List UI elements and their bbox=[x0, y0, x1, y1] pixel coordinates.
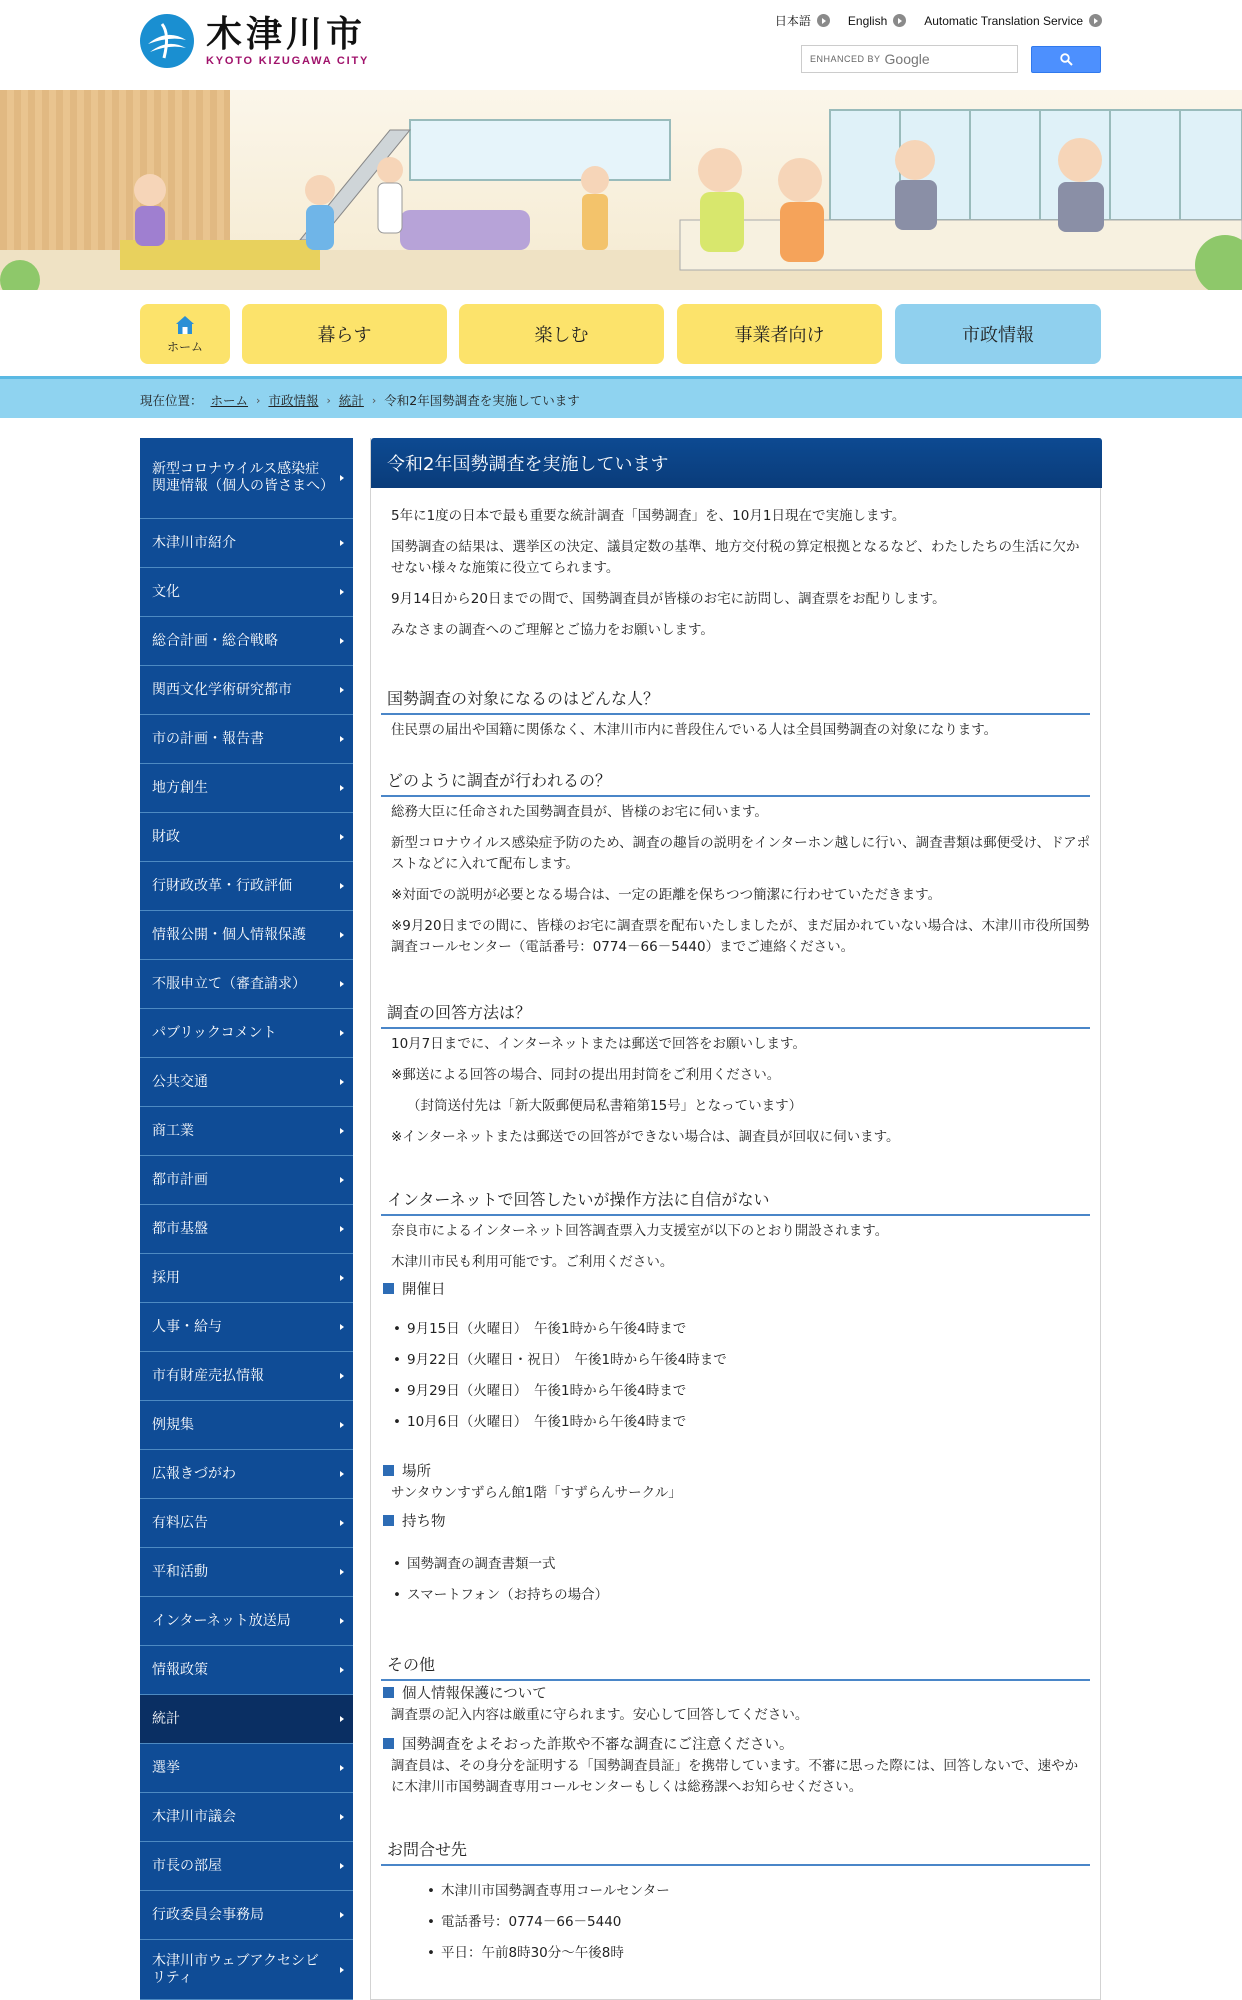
section-text: 新型コロナウイルス感染症予防のため、調査の趣旨の説明をインターホン越しに行い、調査書類は郵便受け、ドアポストなどに入れて配布します。 bbox=[391, 835, 1091, 872]
section-heading: どのように調査が行われるの？ bbox=[381, 768, 1090, 797]
sidebar-item-label: インターネット放送局 bbox=[152, 1612, 291, 1629]
sidebar-item-label: 公共交通 bbox=[152, 1073, 208, 1090]
subheading-dates bbox=[383, 1278, 446, 1299]
sidebar-item-label: 木津川市議会 bbox=[152, 1808, 236, 1825]
sidebar-item-label: パブリックコメント bbox=[152, 1024, 277, 1041]
section-text: 総務大臣に任命された国勢調査員が、皆様のお宅に伺います。 bbox=[391, 804, 768, 820]
nav-city-info[interactable]: 市政情報 bbox=[895, 304, 1101, 364]
lang-label: 日本語 bbox=[774, 14, 811, 28]
home-icon bbox=[174, 314, 196, 336]
section-text: ※対面での説明が必要となる場合は、一定の距離を保ちつつ簡潔に行わせていただきます。 bbox=[391, 887, 942, 903]
list-item: • 9月22日（火曜日・祝日） 午後1時から午後4時まで bbox=[407, 1350, 727, 1371]
breadcrumb bbox=[140, 391, 580, 409]
language-links bbox=[775, 12, 1102, 29]
chevron-right-icon: › bbox=[326, 393, 331, 407]
list-item: • 9月29日（火曜日） 午後1時から午後4時まで bbox=[407, 1381, 686, 1402]
sidebar-item-label: 情報政策 bbox=[152, 1661, 208, 1678]
section-heading: 国勢調査の対象になるのはどんな人？ bbox=[381, 686, 1090, 715]
main-navigation bbox=[140, 304, 1101, 364]
sidebar-item-label: 市の計画・報告書 bbox=[152, 730, 264, 747]
breadcrumb-bar bbox=[0, 376, 1242, 418]
sidebar-item-infrastructure[interactable] bbox=[140, 1205, 353, 1254]
section-text: ※郵送による回答の場合、同封の提出用封筒をご利用ください。 bbox=[391, 1067, 781, 1083]
arrow-right-icon bbox=[893, 14, 906, 27]
subheading-label: 個人情報保護について bbox=[402, 1686, 547, 1702]
lang-link-english[interactable] bbox=[848, 12, 906, 29]
sidebar-item-intro[interactable] bbox=[140, 519, 353, 568]
sidebar-item-finance[interactable] bbox=[140, 813, 353, 862]
sidebar-item-broadcast[interactable] bbox=[140, 1597, 353, 1646]
sidebar-item-label: 例規集 bbox=[152, 1416, 194, 1433]
banner-illustration bbox=[0, 90, 1242, 290]
section-heading: その他 bbox=[381, 1652, 1090, 1681]
search-button[interactable] bbox=[1031, 46, 1101, 73]
section-text: 奈良市によるインターネット回答調査票入力支援室が以下のとおり開設されます。 bbox=[391, 1223, 889, 1239]
subheading-place bbox=[383, 1460, 431, 1481]
subheading-fraud bbox=[383, 1733, 794, 1754]
section-text: ※インターネットまたは郵送での回答ができない場合は、調査員が回収に伺います。 bbox=[391, 1129, 900, 1145]
sidebar-item-personnel[interactable] bbox=[140, 1303, 353, 1352]
subheading-bring bbox=[383, 1510, 446, 1531]
logo-subtitle: KYOTO KIZUGAWA CITY bbox=[206, 55, 370, 67]
sidebar-item-label: 広報きづがわ bbox=[152, 1465, 236, 1482]
sidebar-item-statistics[interactable] bbox=[140, 1695, 353, 1744]
breadcrumb-statistics[interactable]: 統計 bbox=[338, 393, 364, 408]
search-icon bbox=[1060, 53, 1073, 66]
sidebar-item-mayor[interactable] bbox=[140, 1842, 353, 1891]
search-input[interactable] bbox=[801, 45, 1018, 73]
page-title: 令和2年国勢調査を実施しています bbox=[371, 438, 1102, 488]
list-item: • 10月6日（火曜日） 午後1時から午後4時まで bbox=[407, 1412, 686, 1433]
breadcrumb-home[interactable]: ホーム bbox=[210, 393, 249, 408]
sidebar-item-label: 地方創生 bbox=[152, 779, 208, 796]
lang-link-japanese[interactable] bbox=[775, 12, 830, 29]
list-item: • 平日：午前8時30分～午後8時 bbox=[441, 1943, 624, 1964]
sidebar-item-label: 木津川市紹介 bbox=[152, 534, 236, 551]
sidebar-item-assembly[interactable] bbox=[140, 1793, 353, 1842]
breadcrumb-current: 令和2年国勢調査を実施しています bbox=[384, 393, 580, 408]
city-emblem-icon bbox=[140, 14, 194, 68]
list-item: • 電話番号：0774－66－5440 bbox=[441, 1912, 621, 1933]
nav-home[interactable] bbox=[140, 304, 230, 364]
sidebar-item-property-sale[interactable] bbox=[140, 1352, 353, 1401]
sidebar-item-label: 行財政改革・行政評価 bbox=[152, 877, 292, 894]
sidebar-item-disclosure[interactable] bbox=[140, 911, 353, 960]
sidebar-item-label: 市有財産売払情報 bbox=[152, 1367, 264, 1384]
section-text: 調査員は、その身分を証明する「国勢調査員証」を携帯しています。不審に思った際には、回答しないで、速やかに木津川市国勢調査専用コールセンターもしくは総務課へお知らせください。 bbox=[391, 1758, 1079, 1795]
sidebar-item-label: 都市計画 bbox=[152, 1171, 208, 1188]
sidebar-item-committee[interactable] bbox=[140, 1891, 353, 1940]
list-item: • 9月15日（火曜日） 午後1時から午後4時まで bbox=[407, 1319, 686, 1340]
arrow-right-icon bbox=[817, 14, 830, 27]
sidebar-item-info-policy[interactable] bbox=[140, 1646, 353, 1695]
nav-living[interactable]: 暮らす bbox=[242, 304, 447, 364]
list-item: • 国勢調査の調査書類一式 bbox=[407, 1554, 556, 1575]
sidebar-item-label: 採用 bbox=[152, 1269, 180, 1286]
sidebar-item-label: 文化 bbox=[152, 583, 180, 600]
sidebar-menu bbox=[140, 438, 353, 2000]
lang-label: Automatic Translation Service bbox=[924, 13, 1083, 28]
sidebar-item-peace[interactable] bbox=[140, 1548, 353, 1597]
list-item: • 木津川市国勢調査専用コールセンター bbox=[441, 1881, 670, 1902]
google-label: Google bbox=[884, 51, 930, 67]
lang-label: English bbox=[847, 13, 888, 28]
sidebar-item-label: 市長の部屋 bbox=[152, 1857, 222, 1874]
sidebar-item-label: 都市基盤 bbox=[152, 1220, 208, 1237]
lang-link-translation[interactable] bbox=[924, 12, 1102, 29]
section-text: 調査票の記入内容は厳重に守られます。安心して回答してください。 bbox=[391, 1707, 809, 1723]
sidebar-item-covid[interactable] bbox=[140, 438, 353, 519]
sidebar-item-newsletter[interactable] bbox=[140, 1450, 353, 1499]
sidebar-item-label: 商工業 bbox=[152, 1122, 194, 1139]
sidebar-item-accessibility[interactable] bbox=[140, 1940, 353, 2000]
subheading-privacy bbox=[383, 1682, 547, 1703]
arrow-right-icon bbox=[1089, 14, 1102, 27]
sidebar-item-label: 選挙 bbox=[152, 1759, 180, 1776]
sidebar-item-urban-planning[interactable] bbox=[140, 1156, 353, 1205]
sidebar-item-ads[interactable] bbox=[140, 1499, 353, 1548]
sidebar-item-reform[interactable] bbox=[140, 862, 353, 911]
subheading-label: 開催日 bbox=[402, 1282, 446, 1298]
sidebar-item-label: 不服申立て（審査請求） bbox=[152, 975, 306, 992]
chevron-right-icon: › bbox=[371, 393, 377, 407]
list-item: • スマートフォン（お持ちの場合） bbox=[407, 1585, 608, 1606]
section-text: （封筒送付先は「新大阪郵便局私書箱第15号」となっています） bbox=[407, 1098, 803, 1114]
sidebar-item-transport[interactable] bbox=[140, 1058, 353, 1107]
section-heading: インターネットで回答したいが操作方法に自信がない bbox=[381, 1187, 1090, 1216]
sidebar-item-label: 情報公開・個人情報保護 bbox=[152, 926, 306, 943]
sidebar-item-regional[interactable] bbox=[140, 764, 353, 813]
sidebar-item-label: 総合計画・総合戦略 bbox=[152, 632, 278, 649]
sidebar-item-regulations[interactable] bbox=[140, 1401, 353, 1450]
logo-title: 木津川市 bbox=[206, 14, 367, 55]
main-content bbox=[370, 438, 1101, 2000]
intro-paragraph: みなさまの調査へのご理解とご協力をお願いします。 bbox=[391, 622, 714, 638]
section-heading: 調査の回答方法は？ bbox=[381, 1000, 1090, 1029]
nav-enjoy[interactable]: 楽しむ bbox=[459, 304, 664, 364]
sidebar-item-commerce[interactable] bbox=[140, 1107, 353, 1156]
section-text: 10月7日までに、インターネットまたは郵送で回答をお願いします。 bbox=[391, 1036, 806, 1052]
section-text: ※9月20日までの間に、皆様のお宅に調査票を配布いたしましたが、まだ届かれていない場合は、木津川市役所国勢調査コールセンター（電話番号：0774－66－5440）までご連絡ください。 bbox=[391, 918, 1090, 955]
intro-paragraph: 5年に1度の日本で最も重要な統計調査「国勢調査」を、10月1日現在で実施します。 bbox=[391, 508, 906, 524]
sidebar-item-public-comment[interactable] bbox=[140, 1009, 353, 1058]
sidebar-item-label: 関西文化学術研究都市 bbox=[152, 681, 292, 698]
sidebar-item-culture[interactable] bbox=[140, 568, 353, 617]
section-heading: お問合せ先 bbox=[381, 1837, 1090, 1866]
subheading-label: 持ち物 bbox=[402, 1514, 446, 1530]
section-text: 木津川市民も利用可能です。ご利用ください。 bbox=[391, 1254, 674, 1270]
section-text: 住民票の届出や国籍に関係なく、木津川市内に普段住んでいる人は全員国勢調査の対象になります。 bbox=[391, 722, 998, 738]
breadcrumb-label: 現在位置： bbox=[140, 393, 203, 408]
sidebar-item-recruit[interactable] bbox=[140, 1254, 353, 1303]
sidebar-item-label: 行政委員会事務局 bbox=[152, 1906, 264, 1923]
sidebar-item-label: 人事・給与 bbox=[152, 1318, 222, 1335]
sidebar-item-elections[interactable] bbox=[140, 1744, 353, 1793]
search-enhanced-label: ENHANCED BY bbox=[810, 54, 881, 64]
sidebar-item-reports[interactable] bbox=[140, 715, 353, 764]
sidebar-item-label: 統計 bbox=[152, 1710, 180, 1727]
nav-home-label: ホーム bbox=[166, 339, 203, 354]
nav-business[interactable]: 事業者向け bbox=[677, 304, 882, 364]
sidebar-item-science-city[interactable] bbox=[140, 666, 353, 715]
intro-paragraph: 国勢調査の結果は、選挙区の決定、議員定数の基準、地方交付税の算定根拠となるなど、わたしたちの生活に欠かせない様々な施策に役立てられます。 bbox=[391, 539, 1080, 576]
sidebar-item-appeal[interactable] bbox=[140, 960, 353, 1009]
sidebar-item-label: 有料広告 bbox=[152, 1514, 208, 1531]
site-logo[interactable] bbox=[140, 14, 369, 68]
sidebar-item-label: 平和活動 bbox=[152, 1563, 208, 1580]
place-text: サンタウンすずらん館1階「すずらんサークル」 bbox=[391, 1485, 682, 1501]
intro-paragraph: 9月14日から20日までの間で、国勢調査員が皆様のお宅に訪問し、調査票をお配りします。 bbox=[391, 591, 946, 607]
sidebar-item-label: 新型コロナウイルス感染症関連情報（個人の皆さまへ） bbox=[152, 461, 334, 494]
subheading-label: 国勢調査をよそおった詐欺や不審な調査にご注意ください。 bbox=[402, 1737, 794, 1753]
site-header bbox=[0, 0, 1242, 90]
sidebar-item-label: 財政 bbox=[152, 828, 180, 845]
breadcrumb-city-info[interactable]: 市政情報 bbox=[268, 393, 319, 408]
sidebar-item-plan[interactable] bbox=[140, 617, 353, 666]
sidebar-item-label: 木津川市ウェブアクセシビリティ bbox=[152, 1952, 320, 1986]
chevron-right-icon: › bbox=[256, 393, 261, 407]
subheading-label: 場所 bbox=[402, 1464, 431, 1480]
